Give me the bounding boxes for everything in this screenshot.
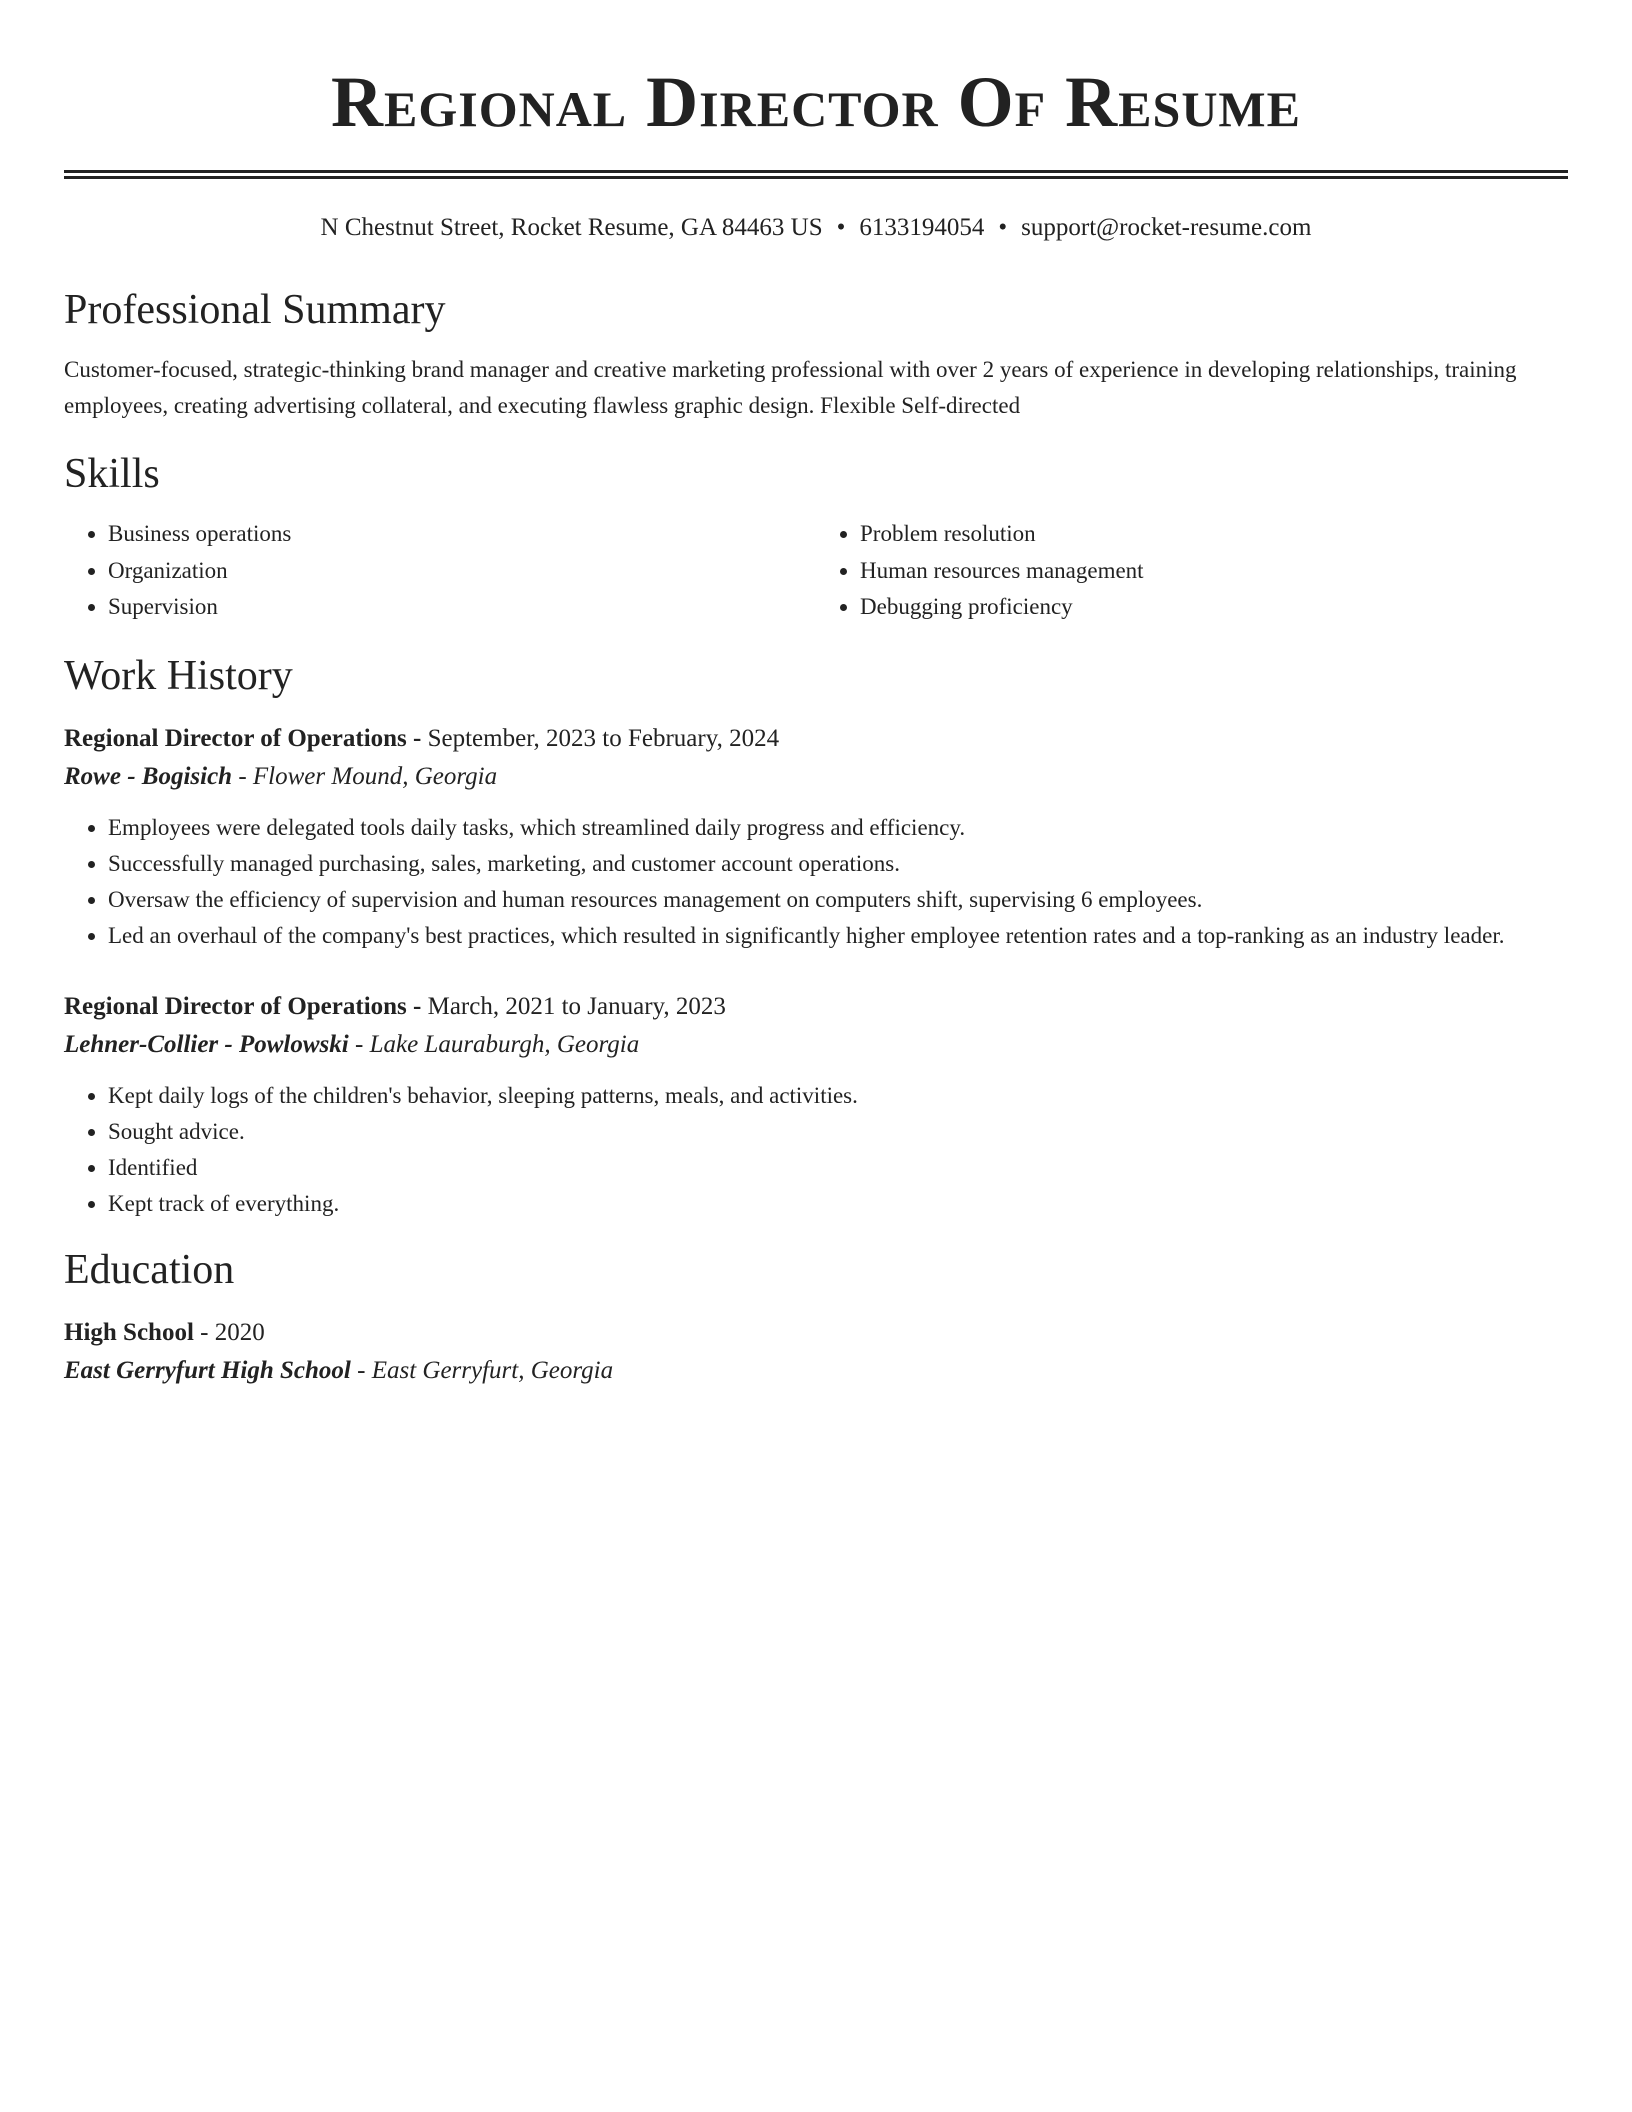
contact-separator: • xyxy=(998,214,1008,241)
job-dash: - xyxy=(232,762,253,790)
job-dates: September, 2023 to February, 2024 xyxy=(427,724,780,752)
job-bullet: • Kept daily logs of the children's behavior, sleeping patterns, meals, and activities. xyxy=(108,1078,1568,1114)
job-bullet: • Identified xyxy=(108,1150,1568,1186)
education-entry xyxy=(64,1314,1568,1390)
skills-list xyxy=(64,516,1568,626)
job-location: Flower Mound, Georgia xyxy=(252,762,498,790)
job-dash: - xyxy=(406,724,428,752)
job-location: Lake Lauraburgh, Georgia xyxy=(369,1030,640,1058)
skill-item: • Supervision xyxy=(108,589,816,626)
skill-item: • Problem resolution xyxy=(860,516,1568,553)
contact-email: support@rocket-resume.com xyxy=(1021,214,1312,241)
job-dash: - xyxy=(348,1030,370,1058)
job-title: Regional Director of Operations xyxy=(64,724,407,752)
job-company-line xyxy=(64,758,1568,796)
education-heading: Education xyxy=(64,1246,235,1293)
job-title-line xyxy=(64,988,1568,1026)
skill-item: • Human resources management xyxy=(860,553,1568,590)
job-bullet: • Sought advice. xyxy=(108,1114,1568,1150)
skill-item: • Business operations xyxy=(108,516,816,553)
job-company: Lehner-Collier - Powlowski xyxy=(64,1030,349,1058)
skills-heading: Skills xyxy=(64,451,160,497)
job-title: Regional Director of Operations xyxy=(64,992,407,1020)
job-bullets xyxy=(64,1078,1568,1222)
skill-item: • Debugging proficiency xyxy=(860,589,1568,626)
skills-column-left xyxy=(64,516,816,626)
contact-phone: 6133194054 xyxy=(859,214,985,241)
education-dash: - xyxy=(350,1356,372,1384)
job-title-line xyxy=(64,720,1568,758)
job-entry xyxy=(64,988,1568,1222)
contact-separator: • xyxy=(836,214,846,241)
education-school-line xyxy=(64,1352,1568,1390)
work-history-heading: Work History xyxy=(64,652,293,699)
job-bullet: • Oversaw the efficiency of supervision and human resources management on computers shift, supervising 6 employees. xyxy=(108,882,1568,918)
education-degree: High School xyxy=(64,1318,194,1346)
job-bullet: • Led an overhaul of the company's best practices, which resulted in significantly higher employee retention rates and a top-ranking as an industry leader. xyxy=(108,918,1568,954)
summary-heading: Professional Summary xyxy=(64,287,446,333)
job-entry xyxy=(64,720,1568,954)
resume-page xyxy=(64,0,1568,1390)
job-bullets xyxy=(64,810,1568,954)
education-year: 2020 xyxy=(214,1318,265,1346)
skills-column-right xyxy=(816,516,1568,626)
contact-address: N Chestnut Street, Rocket Resume, GA 84463 US xyxy=(320,214,823,241)
title-divider xyxy=(64,170,1568,179)
job-company-line xyxy=(64,1026,1568,1064)
education-degree-line xyxy=(64,1314,1568,1352)
education-school: East Gerryfurt High School xyxy=(64,1356,351,1384)
job-bullet: • Employees were delegated tools daily tasks, which streamlined daily progress and efficiency. xyxy=(108,810,1568,846)
job-dash: - xyxy=(406,992,428,1020)
job-bullet: • Successfully managed purchasing, sales, marketing, and customer account operations. xyxy=(108,846,1568,882)
job-company: Rowe - Bogisich xyxy=(64,762,233,790)
education-location: East Gerryfurt, Georgia xyxy=(371,1356,614,1384)
skill-item: • Organization xyxy=(108,553,816,590)
resume-title: Regional Director Of Resume xyxy=(331,62,1301,142)
job-dates: March, 2021 to January, 2023 xyxy=(427,992,726,1020)
contact-line xyxy=(64,212,1568,244)
job-bullet: • Kept track of everything. xyxy=(108,1186,1568,1222)
education-dash: - xyxy=(193,1318,215,1346)
summary-text: Customer-focused, strategic-thinking brand manager and creative marketing professional with over 2 years of experience in developing relationships, training employees, creating advertising collateral, and executing flawless graphic design. Flexible Self-directed xyxy=(64,357,1517,418)
